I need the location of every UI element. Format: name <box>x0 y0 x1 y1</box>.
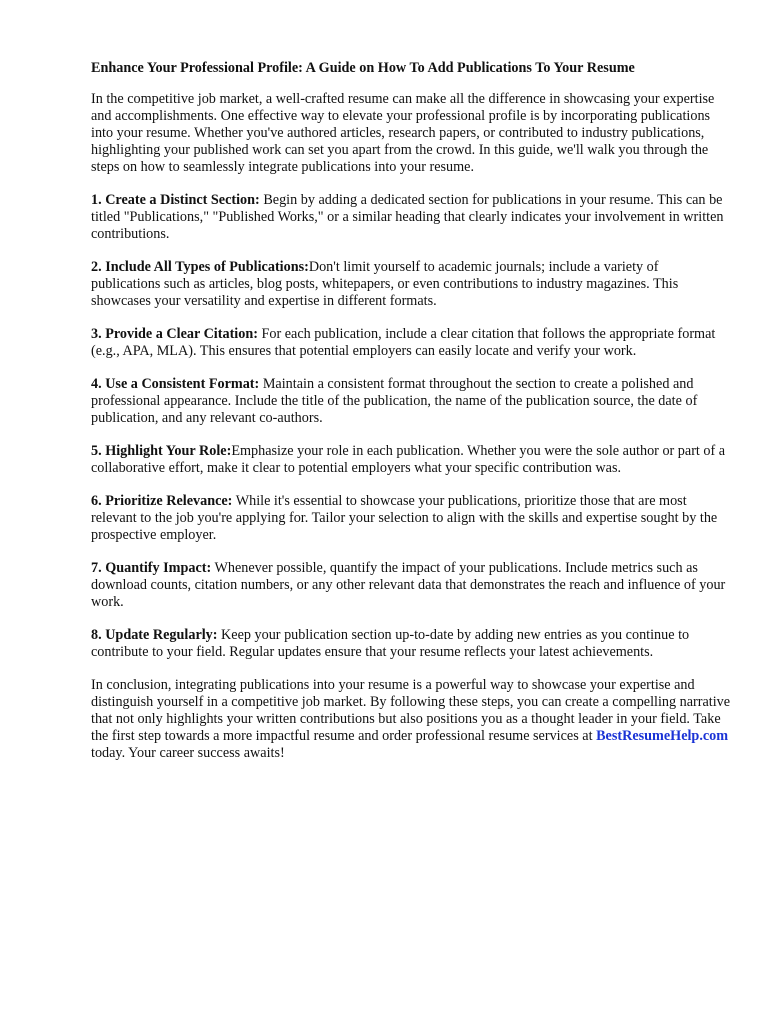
step-heading: 8. Update Regularly: <box>91 627 218 643</box>
step-heading: 5. Highlight Your Role: <box>91 443 232 459</box>
step-4 <box>91 376 731 427</box>
step-heading: 6. Prioritize Relevance: <box>91 493 233 509</box>
step-heading: 2. Include All Types of Publications: <box>91 259 309 275</box>
step-heading: 1. Create a Distinct Section: <box>91 192 260 208</box>
step-heading: 3. Provide a Clear Citation: <box>91 326 258 342</box>
step-heading: 7. Quantify Impact: <box>91 560 212 576</box>
step-7 <box>91 560 731 611</box>
step-text: Emphasize your role in each publication. Whether you were the sole author or part of a collaborative effort, make it clear to potential employers what your specific contribution was. <box>91 443 726 476</box>
step-3 <box>91 326 731 360</box>
conclusion-ending: today. Your career success awaits! <box>91 745 285 761</box>
conclusion-text: In conclusion, integrating publications into your resume is a powerful way to showcase your expertise and distinguish yourself in a competitive job market. By following these steps, you can create a compelling narrative that not only highlights your written contributions but also positions you as a thought leader in your field. Take the first step towards a more impactful resume and order professional resume services at <box>91 677 731 744</box>
document-page <box>91 60 731 778</box>
step-5 <box>91 443 731 477</box>
document-title: Enhance Your Professional Profile: A Guide on How To Add Publications To Your Resume <box>91 60 635 76</box>
step-text: For each publication, include a clear citation that follows the appropriate format (e.g., APA, MLA). This ensures that potential employers can easily locate and verify your work. <box>91 326 716 359</box>
intro-paragraph: In the competitive job market, a well-crafted resume can make all the difference in showcasing your expertise and accomplishments. One effective way to elevate your professional profile is by incorporating publications into your resume. Whether you've authored articles, research papers, or contributed to industry publications, highlighting your published work can set you apart from the crowd. In this guide, we'll walk you through the steps on how to seamlessly integrate publications into your resume. <box>91 91 715 175</box>
step-text: Keep your publication section up-to-date by adding new entries as you continue to contribute to your field. Regular updates ensure that your resume reflects your latest achievements. <box>91 627 690 660</box>
step-text: Begin by adding a dedicated section for publications in your resume. This can be titled "Publications," "Published Works," or a similar heading that clearly indicates your involvement in written contributions. <box>91 192 724 242</box>
step-text: Don't limit yourself to academic journals; include a variety of publications such as articles, blog posts, whitepapers, or even contributions to industry magazines. This showcases your versatility and expertise in different formats. <box>91 259 679 309</box>
step-1 <box>91 192 731 243</box>
best-resume-help-link[interactable]: BestResumeHelp.com <box>596 728 729 744</box>
step-text: Whenever possible, quantify the impact of your publications. Include metrics such as download counts, citation numbers, or any other relevant data that demonstrates the reach and influence of your work. <box>91 560 726 610</box>
step-6 <box>91 493 731 544</box>
conclusion-paragraph <box>91 677 731 762</box>
step-2 <box>91 259 731 310</box>
step-heading: 4. Use a Consistent Format: <box>91 376 260 392</box>
step-text: Maintain a consistent format throughout the section to create a polished and professional appearance. Include the title of the publication, the name of the publication source, the date of publication, and any relevant co-authors. <box>91 376 698 426</box>
step-text: While it's essential to showcase your publications, prioritize those that are most relevant to the job you're applying for. Tailor your selection to align with the skills and expertise sought by the prospective employer. <box>91 493 718 543</box>
step-8 <box>91 627 731 661</box>
